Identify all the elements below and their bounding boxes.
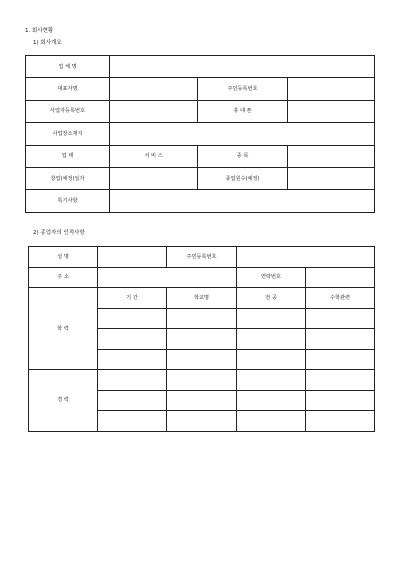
- education-cell[interactable]: [237, 329, 306, 350]
- label-representative: 대표자명: [26, 78, 110, 100]
- header-honors: 수학관련: [306, 288, 375, 309]
- label-address: 사업장소재지: [26, 123, 110, 145]
- value-company-name[interactable]: [110, 56, 375, 78]
- label-business-type: 업 태: [26, 145, 110, 167]
- career-cell[interactable]: [98, 411, 167, 432]
- label-resident-number: 주민등록번호: [167, 247, 237, 268]
- table-row: [26, 56, 375, 78]
- career-cell[interactable]: [98, 370, 167, 391]
- value-mobile[interactable]: [288, 100, 375, 122]
- subsection-company-overview: 1) 회사개요: [33, 40, 62, 46]
- label-mobile: 휴 대 폰: [198, 100, 288, 122]
- label-company-name: 업 체 명: [26, 56, 110, 78]
- education-cell[interactable]: [98, 329, 167, 350]
- label-notes: 특기사항: [26, 190, 110, 212]
- table-row: [29, 370, 375, 391]
- label-category: 종 목: [198, 145, 288, 167]
- education-cell[interactable]: [306, 349, 375, 370]
- section-title: 1. 회사현황: [25, 28, 54, 34]
- education-cell[interactable]: [306, 308, 375, 329]
- label-career: 경 력: [29, 370, 98, 432]
- table-row: [26, 167, 375, 189]
- education-cell[interactable]: [98, 308, 167, 329]
- table-row: [26, 123, 375, 145]
- label-contact: 연락번호: [237, 267, 306, 288]
- career-cell[interactable]: [167, 411, 237, 432]
- table-row: [26, 78, 375, 100]
- label-employee-count: 종업원수(예정): [198, 167, 288, 189]
- education-cell[interactable]: [167, 308, 237, 329]
- company-overview-table: [25, 55, 375, 213]
- value-service: 서 비 스: [110, 145, 198, 167]
- value-representative[interactable]: [110, 78, 198, 100]
- career-cell[interactable]: [237, 411, 306, 432]
- subsection-employee-details: 2) 종업자의 인적사항: [33, 230, 85, 236]
- employee-details-table: [28, 246, 375, 432]
- career-cell[interactable]: [98, 390, 167, 411]
- header-school: 학교명: [167, 288, 237, 309]
- education-cell[interactable]: [237, 308, 306, 329]
- value-name[interactable]: [98, 247, 167, 268]
- header-major: 전 공: [237, 288, 306, 309]
- career-cell[interactable]: [306, 370, 375, 391]
- education-cell[interactable]: [237, 349, 306, 370]
- career-cell[interactable]: [306, 411, 375, 432]
- table-row: [29, 247, 375, 268]
- education-cell[interactable]: [167, 349, 237, 370]
- label-address: 주 소: [29, 267, 98, 288]
- value-notes[interactable]: [110, 190, 375, 212]
- label-education: 학 력: [29, 288, 98, 370]
- value-founding-date[interactable]: [110, 167, 198, 189]
- value-employee-count[interactable]: [288, 167, 375, 189]
- value-contact[interactable]: [306, 267, 375, 288]
- header-period: 기 간: [98, 288, 167, 309]
- table-row: [29, 288, 375, 309]
- career-cell[interactable]: [167, 390, 237, 411]
- career-cell[interactable]: [167, 370, 237, 391]
- value-address[interactable]: [98, 267, 237, 288]
- education-cell[interactable]: [306, 329, 375, 350]
- value-address[interactable]: [110, 123, 375, 145]
- table-row: [26, 145, 375, 167]
- value-business-number[interactable]: [110, 100, 198, 122]
- label-resident-number: 주민등록번호: [198, 78, 288, 100]
- value-category[interactable]: [288, 145, 375, 167]
- career-cell[interactable]: [237, 370, 306, 391]
- table-row: [26, 100, 375, 122]
- label-business-number: 사업자등록번호: [26, 100, 110, 122]
- value-resident-number[interactable]: [237, 247, 375, 268]
- career-cell[interactable]: [306, 390, 375, 411]
- table-row: [26, 190, 375, 212]
- label-founding-date: 창업(예정)일자: [26, 167, 110, 189]
- label-name: 성 명: [29, 247, 98, 268]
- career-cell[interactable]: [237, 390, 306, 411]
- education-cell[interactable]: [98, 349, 167, 370]
- education-cell[interactable]: [167, 329, 237, 350]
- table-row: [29, 267, 375, 288]
- value-resident-number[interactable]: [288, 78, 375, 100]
